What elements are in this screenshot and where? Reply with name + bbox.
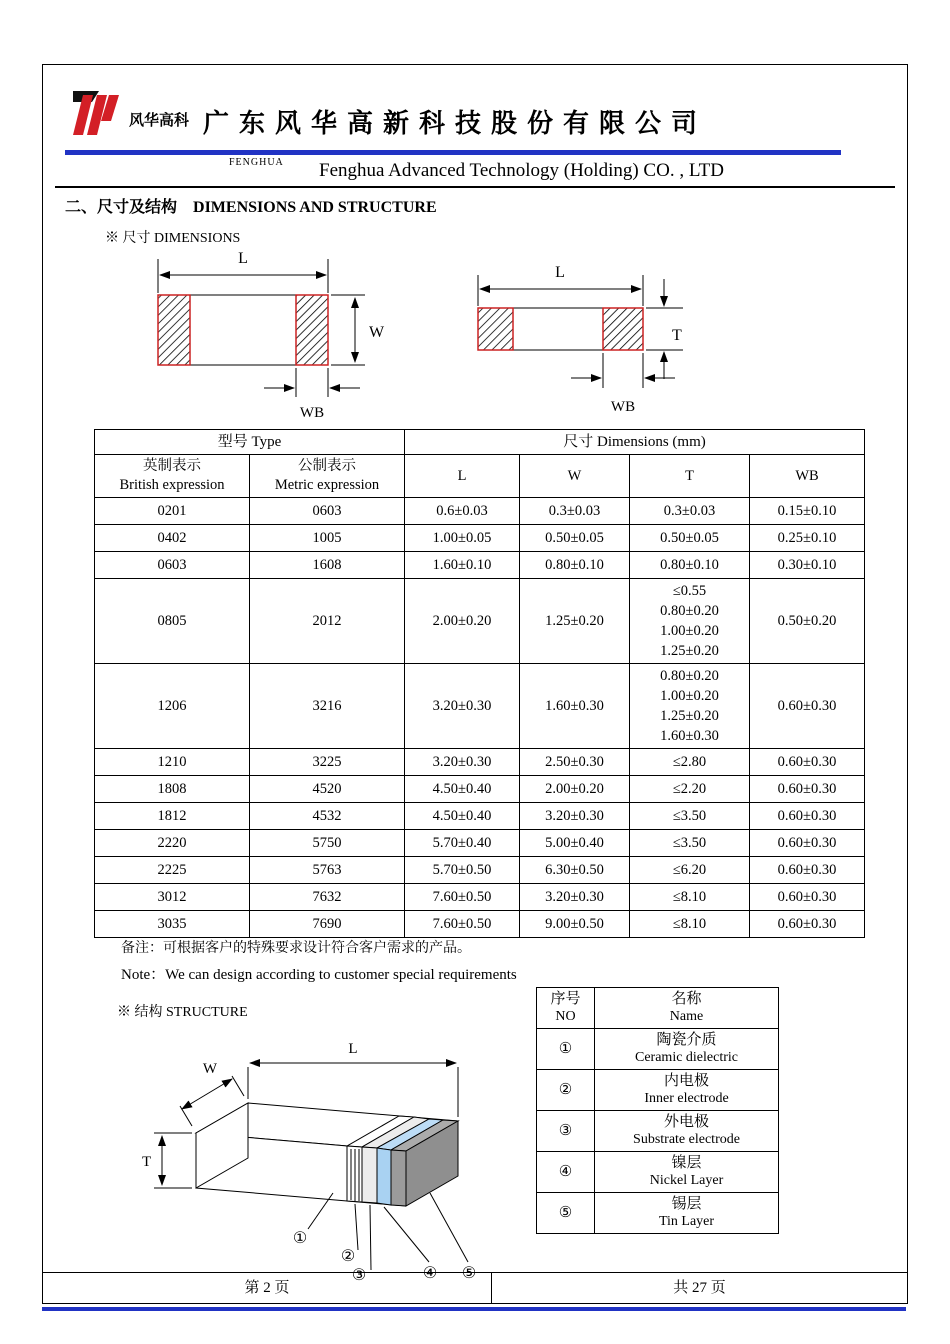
page-number-right: 共 27 页	[673, 1280, 726, 1296]
col-header-british	[95, 455, 250, 498]
dimensions-cell: ≤8.10	[630, 911, 750, 938]
dimensions-cell: 2.50±0.30	[520, 749, 630, 776]
callout-2: ②	[340, 1248, 356, 1265]
dimensions-cell: 3216	[250, 664, 405, 749]
dimensions-cell: ≤2.80	[630, 749, 750, 776]
dimensions-row	[95, 803, 865, 830]
structure-diagram	[128, 1021, 518, 1286]
dimensions-cell: ≤0.55 0.80±0.20 1.00±0.20 1.25±0.20	[630, 579, 750, 664]
col-header-metric-en: Metric expression	[274, 477, 380, 493]
dimensions-cell: 1.60±0.30	[520, 664, 630, 749]
structure-name-cell: 陶瓷介质 Ceramic dielectric	[595, 1029, 779, 1070]
dimensions-cell: 4.50±0.40	[405, 803, 520, 830]
dimensions-cell: 1.60±0.10	[405, 552, 520, 579]
dimensions-cell: 2220	[95, 830, 250, 857]
dimensions-table	[94, 429, 865, 938]
footer	[43, 1272, 907, 1303]
structure-col-no-cn: 序号	[550, 991, 581, 1007]
dimensions-cell: 3.20±0.30	[520, 884, 630, 911]
dimensions-column-header-row	[95, 455, 865, 498]
dimensions-cell: 5.70±0.50	[405, 857, 520, 884]
structure-col-name-cn: 名称	[671, 991, 702, 1007]
col-header-t: T	[630, 455, 750, 498]
dimensions-cell: 1005	[250, 525, 405, 552]
dimensions-cell: 5763	[250, 857, 405, 884]
dimensions-cell: 6.30±0.50	[520, 857, 630, 884]
structure-name-cell: 外电极 Substrate electrode	[595, 1111, 779, 1152]
dimension-label-wb: WB	[299, 405, 325, 421]
dimensions-cell: 0402	[95, 525, 250, 552]
fenghua-logo-graphic	[73, 91, 121, 139]
structure-no-cell: ③	[537, 1111, 595, 1152]
dimensions-cell: 0.25±0.10	[750, 525, 865, 552]
dimensions-cell: 7.60±0.50	[405, 911, 520, 938]
dimensions-cell: 0805	[95, 579, 250, 664]
dimensions-cell: 0201	[95, 498, 250, 525]
dimensions-cell: 2012	[250, 579, 405, 664]
top-view-diagram	[143, 245, 423, 430]
dimensions-cell: 1812	[95, 803, 250, 830]
section-title-en: DIMENSIONS AND STRUCTURE	[193, 199, 437, 216]
structure-row	[537, 1111, 779, 1152]
dimensions-cell: 7.60±0.50	[405, 884, 520, 911]
dimensions-row	[95, 884, 865, 911]
dimensions-cell: 3012	[95, 884, 250, 911]
dimensions-cell: 1.00±0.05	[405, 525, 520, 552]
dimension-label-w: W	[369, 324, 385, 341]
dimensions-cell: 1608	[250, 552, 405, 579]
dimensions-cell: 0603	[250, 498, 405, 525]
dimensions-cell: 0.3±0.03	[520, 498, 630, 525]
dimension-label-wb: WB	[610, 399, 636, 415]
side-view-diagram	[468, 263, 728, 428]
dimensions-cell: 3.20±0.30	[520, 803, 630, 830]
structure-no-cell: ②	[537, 1070, 595, 1111]
dimensions-cell: 0.60±0.30	[750, 884, 865, 911]
dimensions-group-header-row	[95, 430, 865, 455]
dimension-label-l: L	[348, 1041, 358, 1057]
dimensions-cell: 1210	[95, 749, 250, 776]
structure-table	[536, 987, 779, 1234]
dimensions-row	[95, 525, 865, 552]
structure-col-no-en: NO	[555, 1009, 576, 1024]
structure-col-name	[595, 988, 779, 1029]
dimensions-cell: 2.00±0.20	[405, 579, 520, 664]
dimensions-cell: 0603	[95, 552, 250, 579]
structure-no-cell: ①	[537, 1029, 595, 1070]
dimensions-cell: 0.3±0.03	[630, 498, 750, 525]
dimensions-cell: 0.50±0.05	[630, 525, 750, 552]
section-title	[65, 194, 437, 217]
dimensions-cell: 4520	[250, 776, 405, 803]
dimensions-cell: 0.80±0.10	[520, 552, 630, 579]
dimensions-cell: 5.70±0.40	[405, 830, 520, 857]
dims-group-header: 尺寸 Dimensions (mm)	[405, 430, 865, 455]
dimension-label-t: T	[672, 327, 682, 344]
structure-row	[537, 1070, 779, 1111]
dimensions-cell: 0.30±0.10	[750, 552, 865, 579]
dimensions-cell: 3.20±0.30	[405, 749, 520, 776]
company-name-cn: 广东风华高新科技股份有限公司	[203, 109, 708, 138]
dimension-label-l: L	[555, 264, 565, 281]
type-group-header: 型号 Type	[95, 430, 405, 455]
structure-col-no	[537, 988, 595, 1029]
col-header-l: L	[405, 455, 520, 498]
dimension-label-t: T	[142, 1154, 152, 1170]
callout-5: ⑤	[461, 1265, 477, 1282]
dimensions-row	[95, 857, 865, 884]
dimensions-cell: 3.20±0.30	[405, 664, 520, 749]
dimensions-cell: 0.15±0.10	[750, 498, 865, 525]
dimensions-cell: 0.60±0.30	[750, 776, 865, 803]
dimensions-cell: ≤2.20	[630, 776, 750, 803]
callout-4: ④	[422, 1265, 438, 1282]
structure-name-cell: 锡层 Tin Layer	[595, 1193, 779, 1234]
dimensions-cell: 0.80±0.20 1.00±0.20 1.25±0.20 1.60±0.30	[630, 664, 750, 749]
dimensions-cell: 0.60±0.30	[750, 830, 865, 857]
dimensions-cell: 0.80±0.10	[630, 552, 750, 579]
structure-no-cell: ④	[537, 1152, 595, 1193]
dimensions-cell: 0.60±0.30	[750, 749, 865, 776]
document-frame	[42, 64, 908, 1304]
company-name-en: Fenghua Advanced Technology (Holding) CO. , LTD	[319, 160, 725, 181]
dimensions-cell: ≤6.20	[630, 857, 750, 884]
dimensions-row	[95, 830, 865, 857]
dimensions-cell: 7632	[250, 884, 405, 911]
structure-row	[537, 1152, 779, 1193]
dimensions-cell: 4532	[250, 803, 405, 830]
dimensions-cell: 4.50±0.40	[405, 776, 520, 803]
col-header-w: W	[520, 455, 630, 498]
dimension-label-w: W	[202, 1061, 218, 1077]
dimensions-cell: 0.6±0.03	[405, 498, 520, 525]
dimensions-cell: ≤3.50	[630, 830, 750, 857]
dimensions-cell: 9.00±0.50	[520, 911, 630, 938]
note-en: Note：We can design according to customer special requirements	[121, 967, 517, 983]
dimensions-cell: 0.60±0.30	[750, 664, 865, 749]
callout-3: ③	[351, 1267, 367, 1284]
col-header-british-cn: 英制表示	[143, 458, 201, 474]
header-rule	[55, 186, 895, 188]
structure-header-row	[537, 988, 779, 1029]
dimensions-cell: 1808	[95, 776, 250, 803]
dimensions-row	[95, 664, 865, 749]
callout-1: ①	[292, 1230, 308, 1247]
dimensions-row	[95, 911, 865, 938]
structure-col-name-en: Name	[669, 1009, 704, 1024]
col-header-metric	[250, 455, 405, 498]
structure-row	[537, 1193, 779, 1234]
dimensions-cell: 1206	[95, 664, 250, 749]
dimensions-cell: 0.50±0.05	[520, 525, 630, 552]
dimensions-cell: 5.00±0.40	[520, 830, 630, 857]
dimensions-cell: ≤3.50	[630, 803, 750, 830]
section-title-cn: 二、尺寸及结构	[65, 199, 178, 216]
col-header-british-en: British expression	[119, 477, 225, 493]
structure-no-cell: ⑤	[537, 1193, 595, 1234]
dimensions-row	[95, 498, 865, 525]
dimensions-heading: ※ 尺寸 DIMENSIONS	[105, 231, 241, 246]
dimensions-row	[95, 552, 865, 579]
brand-text: FENGHUA	[229, 157, 284, 168]
dimensions-row	[95, 749, 865, 776]
dimensions-table-body	[95, 498, 865, 938]
dimensions-cell: 2225	[95, 857, 250, 884]
dimensions-cell: 0.50±0.20	[750, 579, 865, 664]
logo-text: 风华高科	[129, 112, 190, 129]
dimensions-cell: 2.00±0.20	[520, 776, 630, 803]
structure-heading: ※ 结构 STRUCTURE	[117, 1005, 248, 1020]
dimensions-cell: 1.25±0.20	[520, 579, 630, 664]
note-cn: 备注：可根据客户的特殊要求设计符合客户需求的产品。	[121, 941, 471, 956]
dimensions-cell: 0.60±0.30	[750, 803, 865, 830]
structure-name-cell: 镍层 Nickel Layer	[595, 1152, 779, 1193]
fenghua-logo	[73, 91, 121, 139]
col-header-metric-cn: 公制表示	[298, 458, 356, 474]
dimensions-cell: 0.60±0.30	[750, 911, 865, 938]
dimensions-cell: 3225	[250, 749, 405, 776]
dimensions-row	[95, 776, 865, 803]
dimensions-cell: ≤8.10	[630, 884, 750, 911]
dimensions-cell: 3035	[95, 911, 250, 938]
dimension-label-l: L	[238, 250, 248, 267]
dimensions-row	[95, 579, 865, 664]
structure-row	[537, 1029, 779, 1070]
dimensions-cell: 7690	[250, 911, 405, 938]
structure-name-cell: 内电极 Inner electrode	[595, 1070, 779, 1111]
page-number-left: 第 2 页	[43, 1273, 492, 1303]
dimensions-cell: 0.60±0.30	[750, 857, 865, 884]
col-header-wb: WB	[750, 455, 865, 498]
bottom-blue-line	[42, 1307, 906, 1311]
structure-table-body	[537, 1029, 779, 1234]
dimensions-cell: 5750	[250, 830, 405, 857]
header-blue-divider	[65, 150, 841, 155]
